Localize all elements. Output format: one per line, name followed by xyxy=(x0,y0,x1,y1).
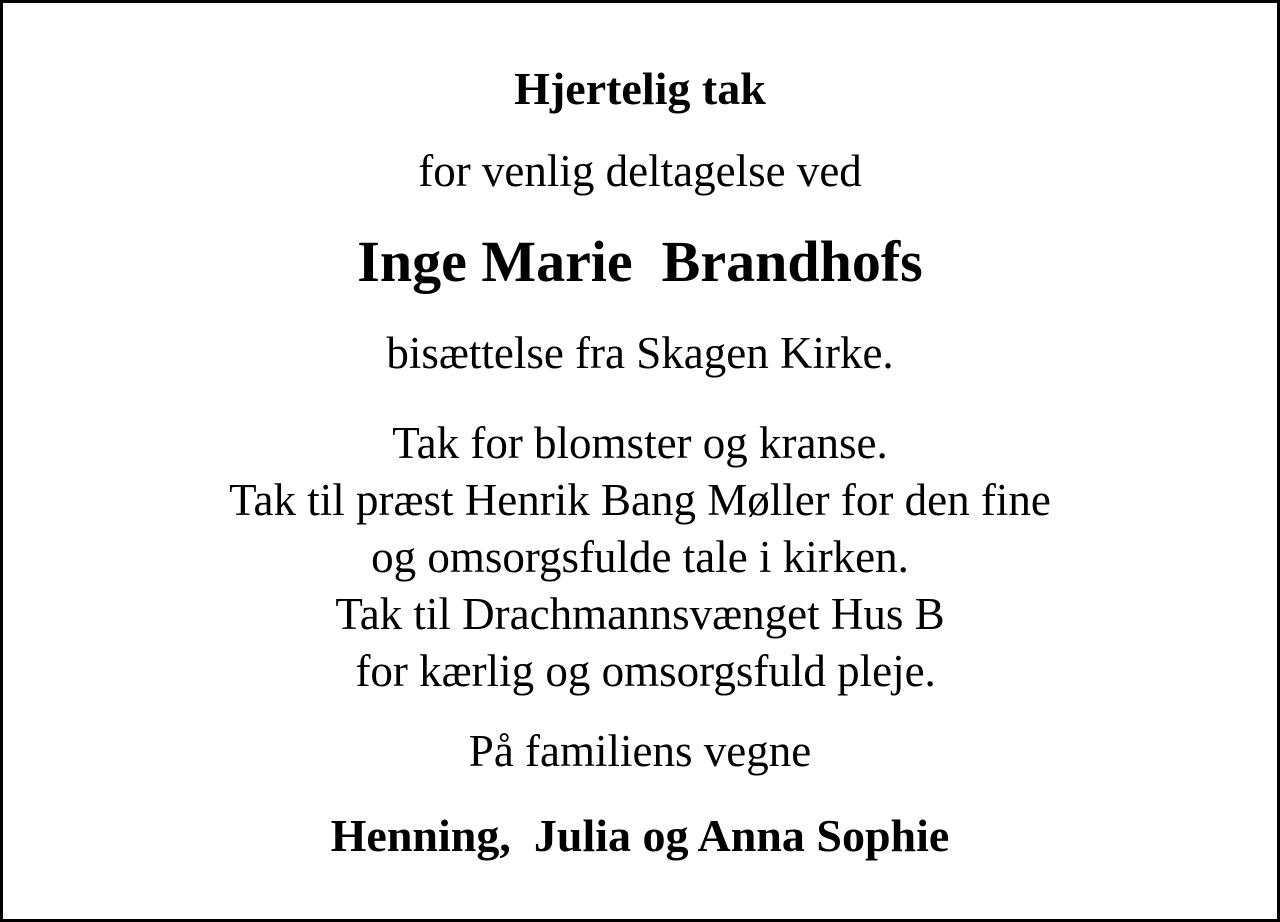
notice-heading: Hjertelig tak xyxy=(514,63,766,114)
signoff-text: På familiens vegne xyxy=(468,726,812,776)
notice-intro: for venlig deltagelse ved xyxy=(418,146,862,196)
thanks-line: og omsorgsfulde tale i kirken. xyxy=(371,532,909,582)
ceremony-text: bisættelse fra Skagen Kirke. xyxy=(386,328,894,378)
signers-names: Henning, Julia og Anna Sophie xyxy=(330,810,950,861)
thanks-line: Tak til præst Henrik Bang Møller for den fine xyxy=(229,475,1051,525)
thanks-line: Tak for blomster og kranse. xyxy=(392,418,888,468)
thanks-block xyxy=(3,415,1277,700)
thanks-line: Tak til Drachmannsvænget Hus B xyxy=(335,589,945,639)
thanks-line: for kærlig og omsorgsfuld pleje. xyxy=(344,646,936,696)
deceased-name: Inge Marie Brandhofs xyxy=(357,229,923,294)
